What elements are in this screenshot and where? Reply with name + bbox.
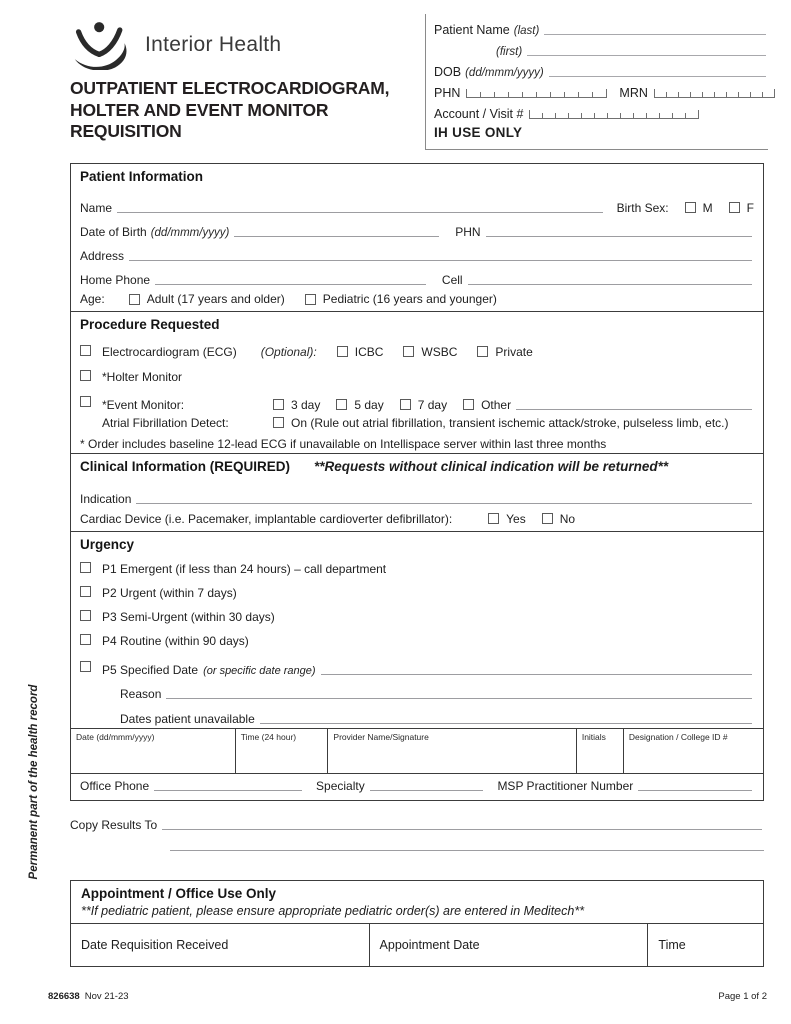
form-title-line3: REQUISITION <box>70 121 182 142</box>
provider-time-header: Time (24 hour) <box>240 732 297 742</box>
checkbox-holter-monitor[interactable] <box>80 370 91 381</box>
holter-monitor-label: *Holter Monitor <box>102 369 183 384</box>
logo-row <box>72 20 281 70</box>
age-pediatric-label: Pediatric (16 years and younger) <box>322 292 497 306</box>
patient-information-section <box>71 164 763 311</box>
checkbox-event-monitor[interactable] <box>80 396 91 407</box>
checkbox-wsbc[interactable] <box>403 346 414 357</box>
checkbox-birth-sex-f[interactable] <box>729 202 740 213</box>
optional-label: (Optional): <box>260 344 317 359</box>
dob-label: DOB <box>434 65 462 79</box>
age-adult-label: Adult (17 years and older) <box>146 292 285 306</box>
procedure-requested-section <box>71 311 763 453</box>
checkbox-other[interactable] <box>463 399 474 410</box>
procedure-requested-title: Procedure Requested <box>80 317 220 332</box>
p4-label: P4 Routine (within 90 days) <box>102 634 249 648</box>
provider-designation-cell[interactable] <box>624 729 763 773</box>
form-title <box>70 78 420 143</box>
account-visit-comb-field[interactable] <box>529 110 699 119</box>
procedure-note: * Order includes baseline 12-lead ECG if unavailable on Intellispace server within last three months <box>80 436 607 451</box>
cardiac-yes-label: Yes <box>506 511 526 526</box>
home-phone-label: Home Phone <box>80 273 151 287</box>
provider-name-signature-cell[interactable] <box>328 729 576 773</box>
dob-field[interactable] <box>549 64 766 77</box>
interior-health-logo-icon <box>72 20 132 70</box>
checkbox-cardiac-no[interactable] <box>542 513 553 524</box>
ecg-label: Electrocardiogram (ECG) <box>102 344 237 359</box>
provider-date-cell[interactable] <box>71 729 236 773</box>
provider-designation-header: Designation / College ID # <box>628 732 728 742</box>
checkbox-p1-emergent[interactable] <box>80 562 91 573</box>
provider-initials-cell[interactable] <box>577 729 624 773</box>
mrn-label: MRN <box>619 86 648 100</box>
msp-number-label: MSP Practitioner Number <box>497 779 634 793</box>
private-label: Private <box>495 344 533 359</box>
date-of-birth-hint: (dd/mmm/yyyy) <box>150 227 230 239</box>
other-field[interactable] <box>516 397 752 410</box>
account-visit-label: Account / Visit # <box>434 107 524 121</box>
checkbox-p3-semi-urgent[interactable] <box>80 610 91 621</box>
address-label: Address <box>80 249 125 263</box>
appointment-time-header: Time <box>658 938 686 952</box>
office-phone-field[interactable] <box>154 778 302 791</box>
form-revision-date: Nov 21-23 <box>84 991 129 1002</box>
patient-name-label: Patient Name <box>434 23 510 37</box>
main-form-box <box>70 163 764 801</box>
copy-results-field-line2[interactable] <box>170 850 764 851</box>
permanent-record-note: Permanent part of the health record <box>28 684 40 880</box>
afib-on-label: On (Rule out atrial fibrillation, transient ischemic attack/stroke, pulseless limb, etc.) <box>291 415 729 430</box>
cardiac-no-label: No <box>559 511 576 526</box>
checkbox-3-day[interactable] <box>273 399 284 410</box>
7-day-label: 7 day <box>417 398 448 412</box>
dates-unavailable-label: Dates patient unavailable <box>120 712 255 726</box>
appointment-date-header: Appointment Date <box>379 938 480 952</box>
phn-field[interactable] <box>486 224 752 237</box>
age-label: Age: <box>80 292 105 306</box>
checkbox-7-day[interactable] <box>400 399 411 410</box>
last-name-hint: (last) <box>513 25 540 37</box>
dob-format-hint: (dd/mmm/yyyy) <box>465 67 544 79</box>
p5-label: P5 Specified Date <box>102 663 199 677</box>
footer-left <box>48 991 129 1002</box>
phn-label: PHN <box>434 86 461 100</box>
afib-detect-label: Atrial Fibrillation Detect: <box>102 415 229 430</box>
brand-name: Interior Health <box>145 33 282 56</box>
first-name-hint: (first) <box>496 46 523 58</box>
phn-comb-field[interactable] <box>466 89 607 98</box>
reason-label: Reason <box>120 687 162 701</box>
cell-field[interactable] <box>468 272 752 285</box>
provider-initials-header: Initials <box>581 732 606 742</box>
appointment-title: Appointment / Office Use Only <box>81 886 277 901</box>
home-phone-field[interactable] <box>155 272 426 285</box>
checkbox-afib-on[interactable] <box>273 417 284 428</box>
checkbox-cardiac-yes[interactable] <box>488 513 499 524</box>
5-day-label: 5 day <box>354 398 384 412</box>
patient-information-title: Patient Information <box>80 169 204 184</box>
date-of-birth-label: Date of Birth <box>80 225 147 239</box>
appointment-time-cell[interactable] <box>647 924 763 966</box>
specialty-label: Specialty <box>316 779 365 793</box>
office-info-row <box>71 773 763 800</box>
p2-label: P2 Urgent (within 7 days) <box>102 586 237 600</box>
appointment-table <box>71 923 763 966</box>
checkbox-p2-urgent[interactable] <box>80 586 91 597</box>
page-number: Page 1 of 2 <box>718 991 767 1002</box>
birth-sex-label: Birth Sex: <box>616 201 669 215</box>
urgency-title: Urgency <box>80 537 135 552</box>
copy-results-row <box>70 810 764 832</box>
checkbox-private[interactable] <box>477 346 488 357</box>
checkbox-p5-specified-date[interactable] <box>80 661 91 672</box>
name-field[interactable] <box>117 200 603 213</box>
patient-demographics-block <box>425 14 768 150</box>
checkbox-5-day[interactable] <box>336 399 347 410</box>
p1-label: P1 Emergent (if less than 24 hours) – call department <box>102 562 387 576</box>
birth-sex-f-label: F <box>746 201 754 215</box>
cell-label: Cell <box>441 273 463 287</box>
date-requisition-received-header: Date Requisition Received <box>81 938 229 952</box>
checkbox-p4-routine[interactable] <box>80 634 91 645</box>
icbc-label: ICBC <box>354 344 384 359</box>
copy-results-label: Copy Results To <box>70 818 158 832</box>
provider-signature-table <box>71 728 763 773</box>
ih-use-only-label: IH USE ONLY <box>434 125 523 140</box>
provider-name-signature-header: Provider Name/Signature <box>333 732 429 742</box>
cardiac-device-label: Cardiac Device (i.e. Pacemaker, implantable cardioverter defibrillator): <box>80 511 453 526</box>
appointment-pediatric-note: **If pediatric patient, please ensure appropriate pediatric order(s) are entered in Meditech** <box>81 904 585 918</box>
appointment-office-use-box <box>70 880 764 967</box>
clinical-information-title: Clinical Information (REQUIRED) <box>80 459 291 474</box>
name-label: Name <box>80 201 113 215</box>
p5-hint: (or specific date range) <box>203 665 316 677</box>
reason-field[interactable] <box>166 686 752 699</box>
event-monitor-label: *Event Monitor: <box>102 398 185 412</box>
phn-field-label: PHN <box>455 225 481 239</box>
checkbox-icbc[interactable] <box>337 346 348 357</box>
office-phone-label: Office Phone <box>80 779 150 793</box>
dates-unavailable-field[interactable] <box>260 711 752 724</box>
3-day-label: 3 day <box>291 398 321 412</box>
specialty-field[interactable] <box>370 778 484 791</box>
wsbc-label: WSBC <box>421 344 458 359</box>
patient-last-name-field[interactable] <box>544 22 766 35</box>
indication-field[interactable] <box>136 491 752 504</box>
indication-label: Indication <box>80 492 132 506</box>
form-title-line1: OUTPATIENT ELECTROCARDIOGRAM, <box>70 78 390 98</box>
date-requisition-received-cell[interactable] <box>71 924 369 966</box>
clinical-information-section <box>71 453 763 531</box>
msp-number-field[interactable] <box>638 778 752 791</box>
urgency-section <box>71 531 763 728</box>
patient-first-name-field[interactable] <box>527 43 766 56</box>
birth-sex-m-label: M <box>702 201 713 215</box>
provider-date-header: Date (dd/mmm/yyyy) <box>76 732 155 742</box>
checkbox-ecg[interactable] <box>80 345 91 356</box>
form-number: 826638 <box>48 991 80 1002</box>
mrn-comb-field[interactable] <box>654 89 775 98</box>
date-of-birth-field[interactable] <box>234 224 439 237</box>
page-footer <box>48 991 767 1002</box>
copy-results-field[interactable] <box>162 817 762 830</box>
p3-label: P3 Semi-Urgent (within 30 days) <box>102 610 275 624</box>
checkbox-age-pediatric[interactable] <box>305 294 316 305</box>
form-title-line2: HOLTER AND EVENT MONITOR <box>70 99 329 120</box>
checkbox-birth-sex-m[interactable] <box>685 202 696 213</box>
appointment-date-cell[interactable] <box>369 924 648 966</box>
address-field[interactable] <box>129 248 752 261</box>
p5-date-field[interactable] <box>321 662 752 675</box>
provider-time-cell[interactable] <box>236 729 329 773</box>
other-label: Other <box>481 398 512 412</box>
clinical-warning: **Requests without clinical indication will be returned** <box>314 459 669 474</box>
checkbox-age-adult[interactable] <box>129 294 140 305</box>
